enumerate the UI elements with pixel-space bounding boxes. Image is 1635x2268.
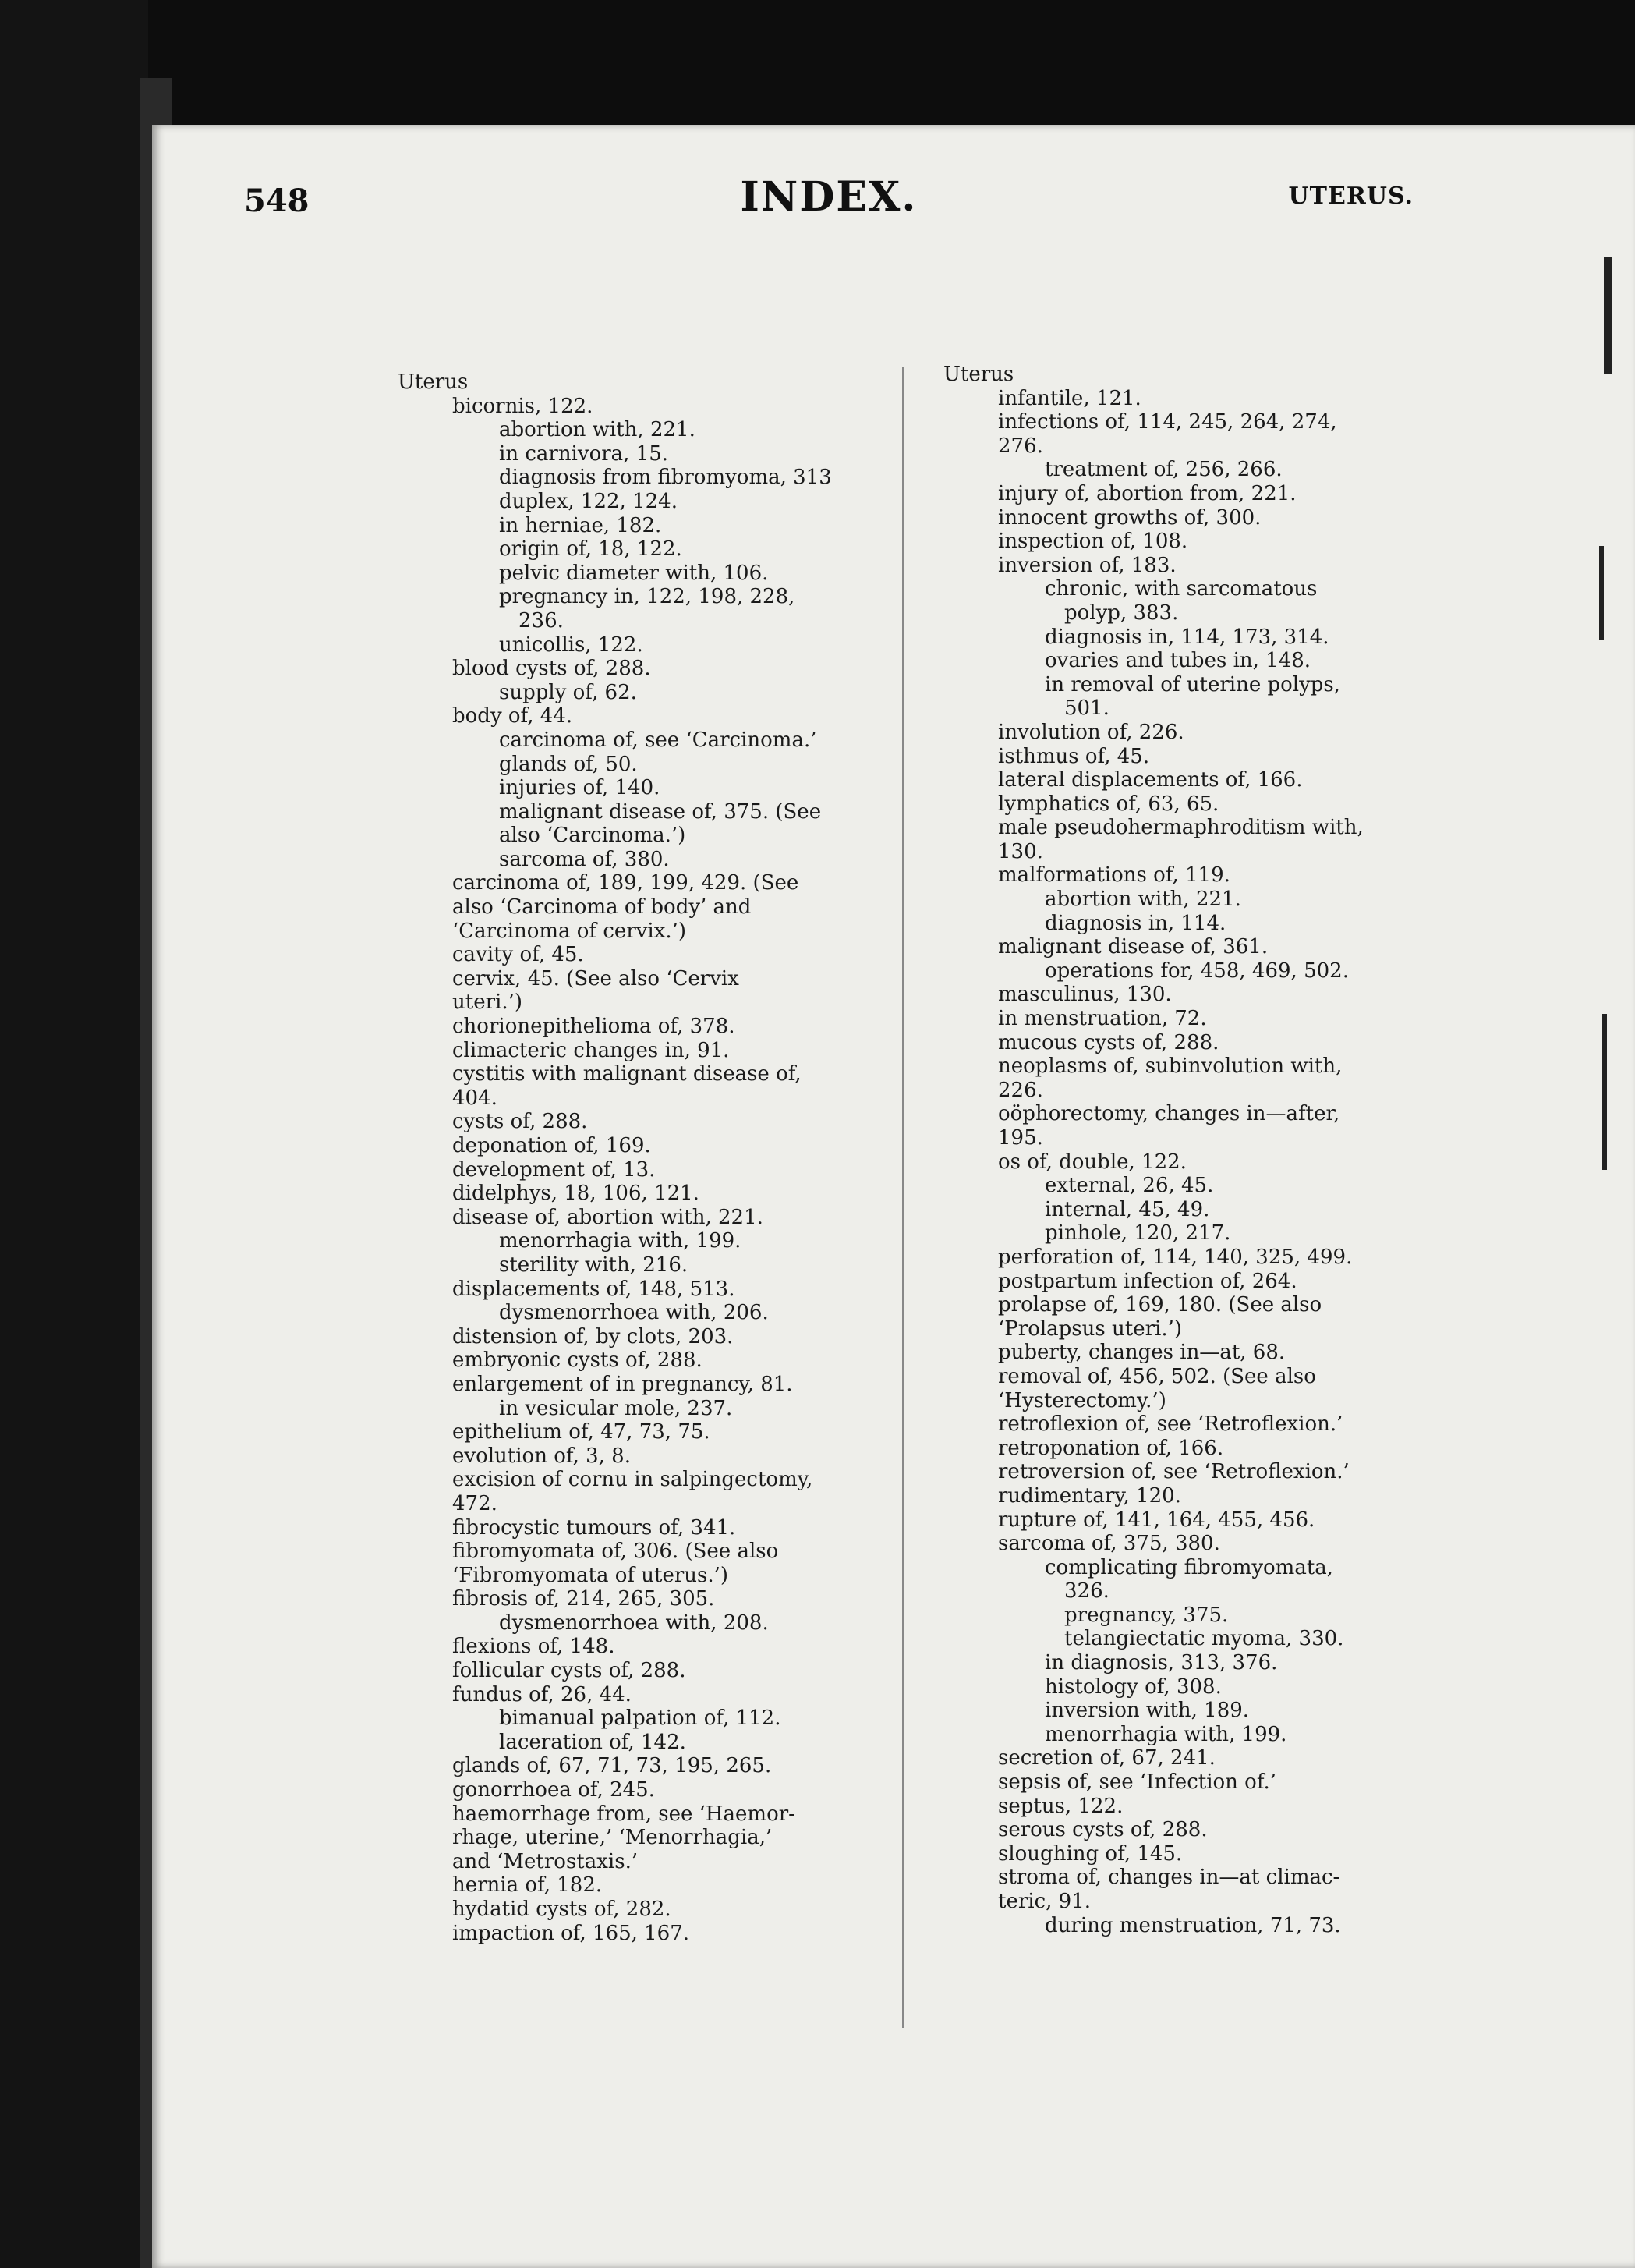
index-entry: 326. (1064, 1579, 1109, 1604)
index-entry: malignant disease of, 361. (998, 935, 1269, 959)
index-entry: ‘Hysterectomy.’) (998, 1388, 1166, 1412)
index-entry: teric, 91. (998, 1890, 1092, 1913)
index-entry: haemorrhage from, see ‘Haemor- (452, 1802, 795, 1826)
index-heading: Uterus (398, 370, 469, 394)
index-entry: bimanual palpation of, 112. (499, 1706, 781, 1731)
index-entry: 404. (452, 1086, 497, 1110)
index-entry: carcinoma of, see ‘Carcinoma.’ (499, 728, 817, 752)
index-entry: pelvic diameter with, 106. (499, 561, 769, 585)
index-entry: stroma of, changes in—at climac- (998, 1866, 1340, 1890)
index-entry: histology of, 308. (1045, 1674, 1222, 1699)
index-entry: in diagnosis, 313, 376. (1045, 1651, 1278, 1675)
index-entry: sarcoma of, 380. (499, 847, 670, 871)
index-entry: uteri.’) (452, 990, 522, 1015)
index-entry: 226. (998, 1078, 1043, 1102)
scan-border-left (0, 0, 148, 2268)
index-entry: ‘Prolapsus uteri.’) (998, 1317, 1182, 1341)
index-entry: isthmus of, 45. (998, 744, 1150, 768)
index-entry: retroponation of, 166. (998, 1436, 1224, 1460)
index-entry: disease of, abortion with, 221. (452, 1205, 763, 1229)
index-entry: telangiectatic myoma, 330. (1064, 1627, 1344, 1651)
index-column-right (943, 363, 1505, 1937)
index-heading: Uterus (943, 363, 1014, 386)
index-entry: ovaries and tubes in, 148. (1045, 649, 1311, 673)
index-entry: origin of, 18, 122. (499, 537, 682, 562)
page-title: INDEX. (740, 173, 918, 221)
index-entry: cysts of, 288. (452, 1110, 588, 1134)
index-entry: male pseudohermaphroditism with, (998, 816, 1364, 840)
index-entry: os of, double, 122. (998, 1150, 1187, 1174)
index-entry: pregnancy in, 122, 198, 228, (499, 585, 795, 609)
index-entry: lymphatics of, 63, 65. (998, 792, 1219, 816)
index-entry: polyp, 383. (1064, 601, 1179, 625)
index-entry: removal of, 456, 502. (See also (998, 1364, 1316, 1388)
index-entry: diagnosis in, 114, 173, 314. (1045, 625, 1329, 649)
index-entry: inspection of, 108. (998, 530, 1188, 554)
index-entry: inversion with, 189. (1045, 1699, 1250, 1723)
index-entry: chorionepithelioma of, 378. (452, 1015, 735, 1039)
index-entry: innocent growths of, 300. (998, 505, 1262, 530)
index-entry: cystitis with malignant disease of, (452, 1062, 802, 1086)
index-entry: oöphorectomy, changes in—after, (998, 1102, 1340, 1126)
index-entry: blood cysts of, 288. (452, 657, 651, 681)
index-entry: cervix, 45. (See also ‘Cervix (452, 966, 739, 990)
index-entry: fibromyomata of, 306. (See also (452, 1540, 779, 1564)
index-entry: fibrosis of, 214, 265, 305. (452, 1587, 715, 1611)
index-entry: 276. (998, 434, 1043, 458)
index-entry: treatment of, 256, 266. (1045, 458, 1283, 482)
index-entry: serous cysts of, 288. (998, 1818, 1208, 1842)
index-entry: chronic, with sarcomatous (1045, 577, 1318, 601)
index-entry: excision of cornu in salpingectomy, (452, 1468, 813, 1492)
index-entry: distension of, by clots, 203. (452, 1324, 734, 1348)
index-entry: 130. (998, 839, 1043, 863)
index-entry: embryonic cysts of, 288. (452, 1348, 702, 1373)
index-entry: retroflexion of, see ‘Retroflexion.’ (998, 1412, 1343, 1437)
index-entry: fibrocystic tumours of, 341. (452, 1515, 736, 1540)
index-entry: sterility with, 216. (499, 1253, 688, 1277)
index-entry: rupture of, 141, 164, 455, 456. (998, 1508, 1315, 1532)
index-entry: malformations of, 119. (998, 863, 1230, 888)
index-entry: dysmenorrhoea with, 208. (499, 1611, 769, 1635)
index-entry: unicollis, 122. (499, 633, 643, 657)
index-entry: climacteric changes in, 91. (452, 1038, 730, 1062)
index-entry: sloughing of, 145. (998, 1841, 1183, 1866)
index-entry: puberty, changes in—at, 68. (998, 1341, 1286, 1365)
index-entry: fundus of, 26, 44. (452, 1682, 632, 1706)
scan-border-top (0, 0, 1635, 125)
index-entry: and ‘Metrostaxis.’ (452, 1849, 639, 1873)
index-entry: deponation of, 169. (452, 1134, 651, 1157)
index-entry: in herniae, 182. (499, 513, 662, 537)
index-entry: 236. (518, 608, 564, 633)
index-entry: carcinoma of, 189, 199, 429. (See (452, 871, 799, 895)
index-entry: hernia of, 182. (452, 1873, 603, 1898)
page-number: 548 (244, 183, 310, 219)
index-entry: mucous cysts of, 288. (998, 1030, 1219, 1054)
index-entry: during menstruation, 71, 73. (1045, 1913, 1341, 1937)
index-entry: rhage, uterine,’ ‘Menorrhagia,’ (452, 1826, 773, 1850)
index-entry: in menstruation, 72. (998, 1007, 1207, 1031)
index-column-left (398, 370, 959, 1945)
index-entry: glands of, 67, 71, 73, 195, 265. (452, 1754, 772, 1778)
index-entry: postpartum infection of, 264. (998, 1269, 1297, 1293)
index-entry: 501. (1064, 696, 1109, 721)
index-entry: gonorrhoea of, 245. (452, 1778, 655, 1802)
index-entry: infections of, 114, 245, 264, 274, (998, 410, 1337, 434)
index-entry: complicating fibromyomata, (1045, 1555, 1334, 1579)
index-entry: hydatid cysts of, 282. (452, 1898, 671, 1921)
index-entry: glands of, 50. (499, 752, 638, 776)
index-entry: evolution of, 3, 8. (452, 1444, 631, 1468)
index-entry: also ‘Carcinoma.’) (499, 824, 686, 848)
page-header (244, 173, 1414, 228)
running-section-head: UTERUS. (1288, 183, 1414, 210)
index-entry: follicular cysts of, 288. (452, 1659, 686, 1683)
index-entry: didelphys, 18, 106, 121. (452, 1182, 699, 1206)
index-entry: inversion of, 183. (998, 553, 1177, 577)
index-entry: in vesicular mole, 237. (499, 1396, 733, 1420)
index-entry: perforation of, 114, 140, 325, 499. (998, 1245, 1353, 1269)
index-entry: epithelium of, 47, 73, 75. (452, 1420, 710, 1444)
index-entry: rudimentary, 120. (998, 1483, 1181, 1508)
index-entry: in carnivora, 15. (499, 441, 669, 466)
index-entry: laceration of, 142. (499, 1730, 686, 1754)
index-entry: enlargement of in pregnancy, 81. (452, 1372, 793, 1396)
index-entry: body of, 44. (452, 704, 573, 728)
index-entry: abortion with, 221. (1045, 888, 1241, 912)
index-entry: diagnosis in, 114. (1045, 911, 1226, 935)
index-entry: malignant disease of, 375. (See (499, 799, 822, 824)
index-entry: abortion with, 221. (499, 418, 695, 442)
index-entry: sepsis of, see ‘Infection of.’ (998, 1770, 1277, 1795)
index-entry: external, 26, 45. (1045, 1174, 1214, 1198)
index-entry: in removal of uterine polyps, (1045, 672, 1341, 696)
index-entry: secretion of, 67, 241. (998, 1746, 1216, 1770)
index-entry: ‘Carcinoma of cervix.’) (452, 919, 687, 943)
margin-scan-mark (1602, 1014, 1607, 1170)
index-entry: supply of, 62. (499, 680, 637, 704)
index-entry: duplex, 122, 124. (499, 489, 678, 513)
index-entry: ‘Fibromyomata of uterus.’) (452, 1563, 729, 1587)
index-entry: infantile, 121. (998, 386, 1141, 410)
index-entry: pinhole, 120, 217. (1045, 1221, 1231, 1246)
index-entry: lateral displacements of, 166. (998, 768, 1303, 792)
index-entry: menorrhagia with, 199. (1045, 1722, 1287, 1746)
index-entry: displacements of, 148, 513. (452, 1277, 735, 1301)
index-entry: septus, 122. (998, 1794, 1124, 1818)
index-entry: bicornis, 122. (452, 394, 593, 418)
index-entry: masculinus, 130. (998, 983, 1172, 1007)
margin-scan-mark (1599, 546, 1604, 640)
index-entry: dysmenorrhoea with, 206. (499, 1301, 769, 1325)
index-entry: 472. (452, 1491, 497, 1515)
index-entry: operations for, 458, 469, 502. (1045, 959, 1349, 983)
index-entry: prolapse of, 169, 180. (See also (998, 1293, 1322, 1317)
index-entry: menorrhagia with, 199. (499, 1229, 741, 1253)
index-entry: involution of, 226. (998, 720, 1184, 744)
index-entry: cavity of, 45. (452, 943, 584, 967)
index-entry: 195. (998, 1126, 1043, 1150)
index-entry: diagnosis from fibromyoma, 313 (499, 466, 832, 490)
margin-scan-mark (1604, 257, 1612, 374)
index-entry: pregnancy, 375. (1064, 1603, 1229, 1627)
index-entry: impaction of, 165, 167. (452, 1921, 690, 1945)
index-entry: flexions of, 148. (452, 1635, 615, 1659)
index-entry: injuries of, 140. (499, 776, 660, 800)
index-entry: development of, 13. (452, 1157, 656, 1182)
index-entry: neoplasms of, subinvolution with, (998, 1054, 1343, 1079)
index-entry: retroversion of, see ‘Retroflexion.’ (998, 1460, 1350, 1484)
index-entry: injury of, abortion from, 221. (998, 481, 1297, 505)
index-entry: sarcoma of, 375, 380. (998, 1532, 1220, 1556)
index-entry: also ‘Carcinoma of body’ and (452, 895, 752, 920)
index-entry: internal, 45, 49. (1045, 1197, 1210, 1221)
